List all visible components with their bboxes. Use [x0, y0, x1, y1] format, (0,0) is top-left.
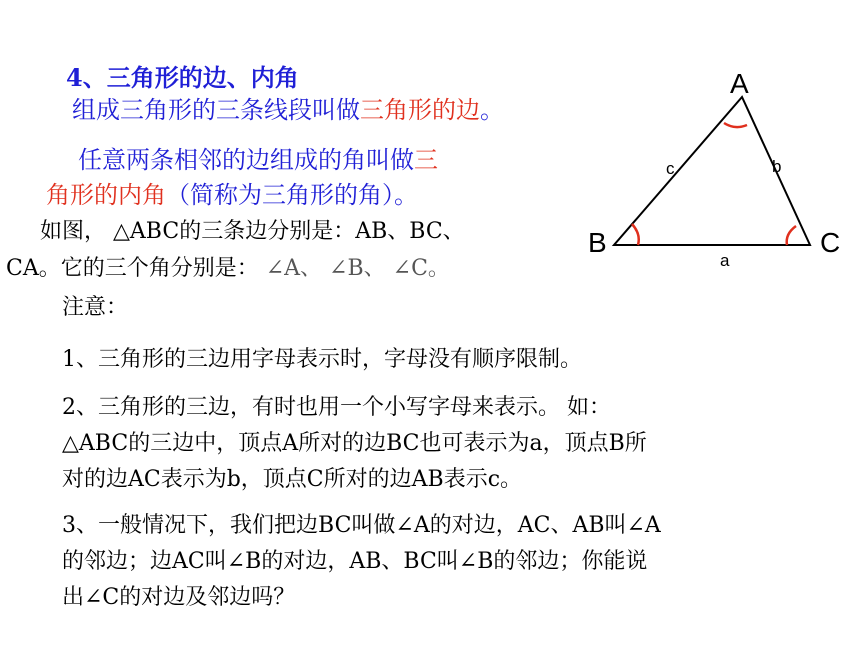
vertex-a-label: A — [730, 68, 749, 99]
note-3 — [62, 508, 661, 616]
vertex-b-label: B — [588, 227, 607, 258]
section-heading: 4、三角形的边、内角 — [66, 63, 299, 92]
note-1: 1、三角形的三边用字母表示时，字母没有顺序限制。 — [62, 347, 582, 372]
note-3-line: 出∠C的对边及邻边吗？ — [62, 585, 296, 610]
angle-arc-c — [787, 226, 796, 245]
example-angles: ∠A、 ∠B、 ∠C。 — [265, 256, 450, 281]
note-3-line: 的邻边；边AC叫∠B的对边，AB、BC叫∠B的邻边；你能说 — [62, 549, 648, 574]
angles-def-prefix: 任意两条相邻的边组成的角叫做 — [78, 146, 414, 174]
triangle-figure — [580, 60, 860, 280]
note-2 — [62, 390, 647, 498]
sides-def-prefix: 组成三角形的三条线段叫做 — [72, 96, 360, 124]
note-3-line: 3、一般情况下，我们把边BC叫做∠A的对边，AC、AB叫∠A — [62, 513, 661, 538]
angles-definition-line1 — [78, 140, 438, 175]
example-line2-prefix: CA。它的三个角分别是： — [6, 256, 259, 281]
example-line1: 如图， △ABC的三条边分别是：AB、BC、 — [40, 219, 465, 244]
side-a-label: a — [720, 251, 730, 270]
angle-arc-b — [632, 224, 639, 245]
angles-def-term-end: 角形的内角 — [46, 181, 166, 209]
example-line2 — [6, 251, 450, 282]
sides-def-term: 三角形的边 — [360, 96, 480, 124]
side-b-label: b — [772, 157, 782, 176]
note-2-line: △ABC的三边中，顶点A所对的边BC也可表示为a，顶点B所 — [62, 431, 647, 456]
side-c-label: c — [666, 159, 675, 178]
angle-arc-a — [724, 123, 747, 127]
note-title: 注意： — [62, 295, 129, 320]
angles-def-suffix: （简称为三角形的角）。 — [166, 181, 418, 209]
note-2-line: 2、三角形的三边，有时也用一个小写字母来表示。 如： — [62, 395, 611, 420]
angles-def-term-start: 三 — [414, 146, 438, 174]
vertex-c-label: C — [820, 227, 841, 258]
angles-definition-line2 — [46, 175, 418, 210]
sides-def-suffix: 。 — [480, 96, 504, 124]
note-2-line: 对的边AC表示为b，顶点C所对的边AB表示c。 — [62, 467, 523, 492]
sides-definition — [72, 90, 504, 125]
